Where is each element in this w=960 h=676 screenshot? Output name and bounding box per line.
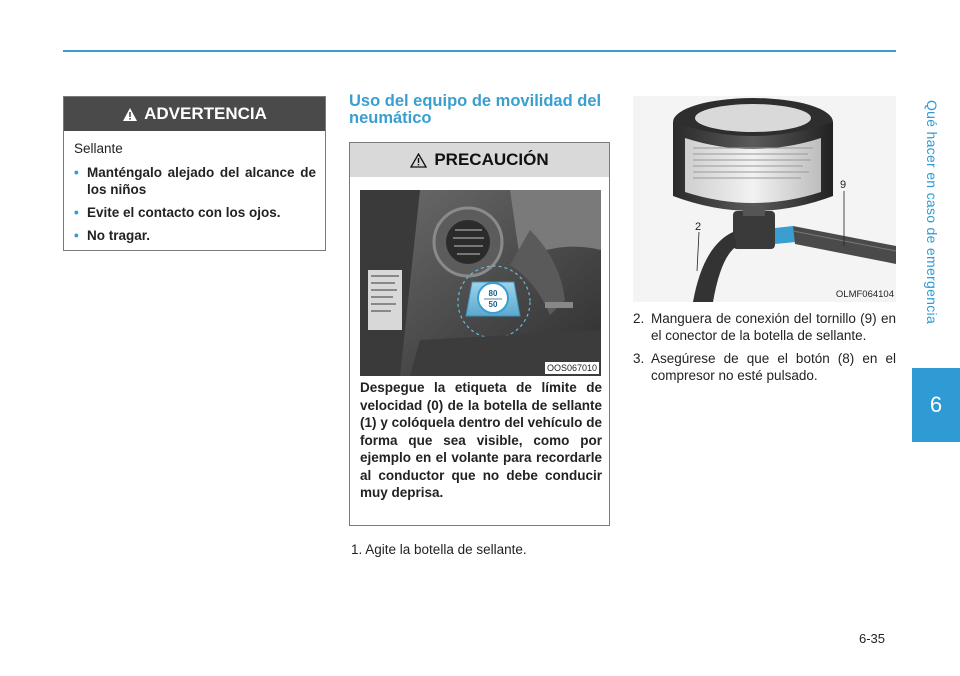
- warning-subtitle: Sellante: [74, 141, 123, 156]
- header-rule: [63, 50, 896, 52]
- chapter-side-label: Qué hacer en caso de emergencia: [924, 99, 941, 325]
- sticker-value: 50: [488, 300, 498, 309]
- chapter-tab[interactable]: 6: [912, 368, 960, 442]
- warning-box: [63, 96, 326, 251]
- callout-label: 9: [840, 179, 847, 191]
- sticker-value: 80: [488, 289, 498, 298]
- sealant-bottle-photo: [633, 96, 896, 302]
- callout-label: 2: [695, 221, 702, 233]
- warning-item: • No tragar.: [74, 228, 151, 243]
- caution-triangle-icon: [410, 153, 427, 168]
- image-code: OLMF064104: [835, 289, 894, 300]
- warning-item: • Evite el contacto con los ojos.: [74, 205, 281, 220]
- dashboard-photo: [360, 190, 601, 376]
- image-code: OOS067010: [546, 363, 597, 373]
- warning-title: ADVERTENCIA: [144, 104, 267, 123]
- step-item: 3. Asegúrese de que el botón (8) en el compresor no esté pulsado.: [633, 351, 896, 383]
- caution-box: [349, 142, 610, 526]
- steps-list: [633, 310, 896, 390]
- caution-text: Despegue la etiqueta de límite de velocidad (0) de la botella de sellante (1) y colóquela dentro del vehículo de forma que sea visible, como por ejemplo en el volante para recordarle al conductor que no debe conducir muy deprisa.: [360, 380, 602, 500]
- section-heading: Uso del equipo de movilidad del neumático: [349, 92, 602, 127]
- warning-header: [64, 97, 325, 131]
- warning-triangle-icon: [122, 107, 138, 122]
- step-item: 2. Manguera de conexión del tornillo (9) en el conector de la botella de sellante.: [633, 311, 896, 343]
- warning-item: • Manténgalo alejado del alcance de los niños: [74, 165, 316, 197]
- caution-header: [350, 143, 609, 177]
- page-number: 6-35: [859, 631, 886, 646]
- step-1: 1. Agite la botella de sellante.: [351, 542, 527, 557]
- caution-title: PRECAUCIÓN: [434, 150, 549, 169]
